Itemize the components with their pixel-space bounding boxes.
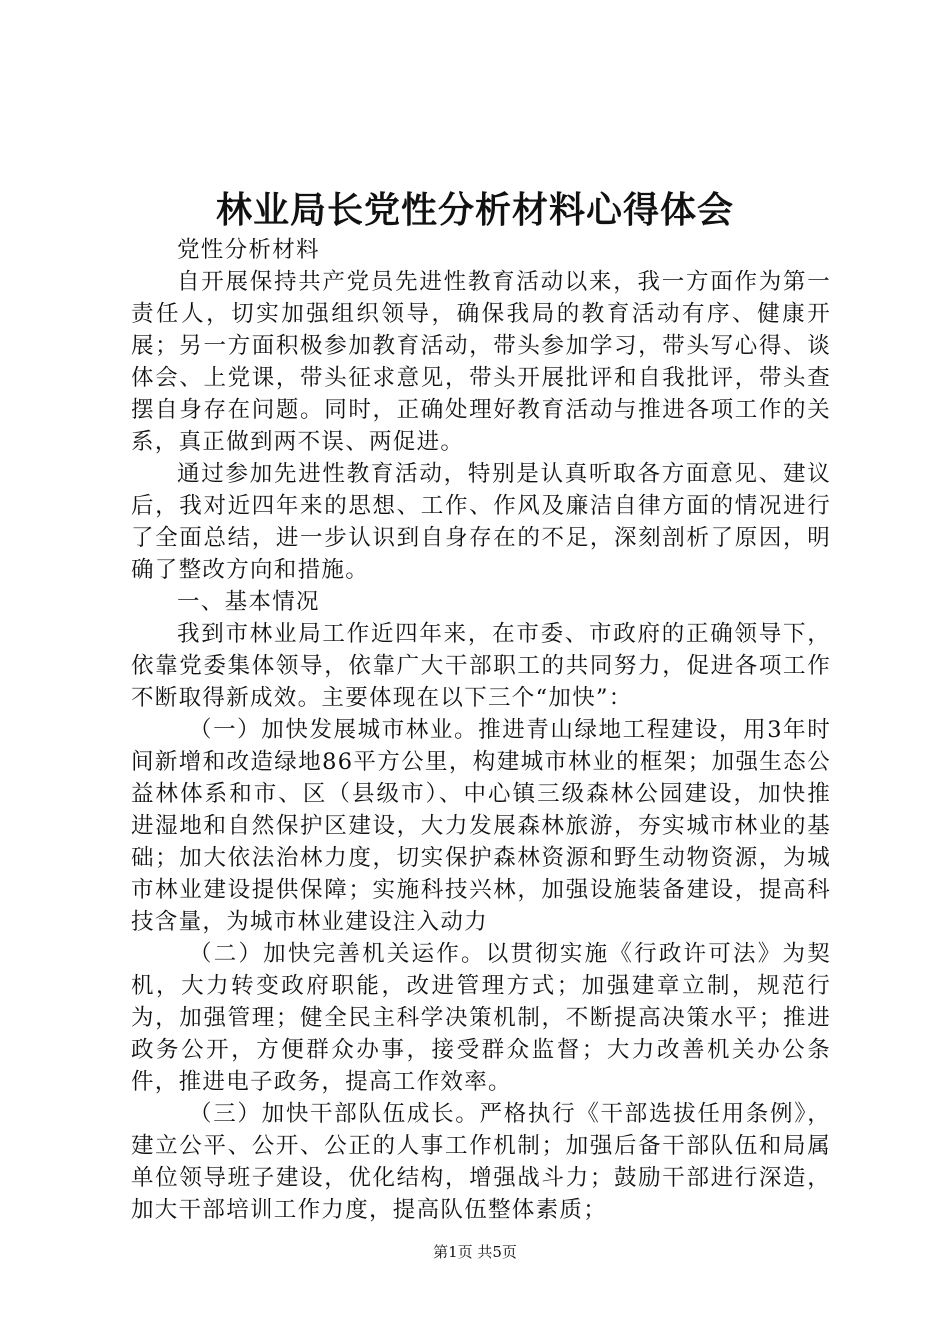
section-heading: 一、基本情况 (177, 589, 320, 615)
document-title: 林业局长党性分析材料心得体会 (215, 189, 734, 231)
paragraph: （一）加快发展城市林业。推进青山绿地工程建设，用3年时间新增和改造绿地86平方公里，构建城市林业的框架；加强生态公益林体系和市、区（县级市）、中心镇三级森林公园建设，加快推进湿地和自然保护区建设，大力发展森林旅游，夯实城市林业的基础；加大依法治林力度，切实保护森林资源和野生动物资源，为城市林业建设提供保障；实施科技兴林，加强设施装备建设，提高科技含量，为城市林业建设注入动力 (131, 717, 831, 935)
paragraph: 通过参加先进性教育活动，特别是认真听取各方面意见、建议后，我对近四年来的思想、工作、作风及廉洁自律方面的情况进行了全面总结，进一步认识到自身存在的不足，深刻剖析了原因，明确了整改方向和措施。 (131, 461, 831, 583)
page-footer: 第1页 共5页 (433, 1243, 517, 1261)
paragraph: 自开展保持共产党员先进性教育活动以来，我一方面作为第一责任人，切实加强组织领导，确保我局的教育活动有序、健康开展；另一方面积极参加教育活动，带头参加学习，带头写心得、谈体会、上党课，带头征求意见，带头开展批评和自我批评，带头查摆自身存在问题。同时，正确处理好教育活动与推进各项工作的关系，真正做到两不误、两促进。 (131, 269, 831, 455)
document-body (131, 234, 831, 1226)
paragraph: 我到市林业局工作近四年来，在市委、市政府的正确领导下，依靠党委集体领导，依靠广大干部职工的共同努力，促进各项工作不断取得新成效。主要体现在以下三个“加快”： (131, 621, 831, 711)
paragraph: （二）加快完善机关运作。以贯彻实施《行政许可法》为契机，大力转变政府职能，改进管理方式；加强建章立制，规范行为，加强管理；健全民主科学决策机制，不断提高决策水平；推进政务公开，方便群众办事，接受群众监督；大力改善机关办公条件，推进电子政务，提高工作效率。 (131, 941, 831, 1095)
paragraph: （三）加快干部队伍成长。严格执行《干部选拔任用条例》，建立公平、公开、公正的人事工作机制；加强后备干部队伍和局属单位领导班子建设，优化结构，增强战斗力；鼓励干部进行深造，加大干部培训工作力度，提高队伍整体素质； (131, 1101, 831, 1223)
paragraph-subtitle: 党性分析材料 (177, 237, 320, 263)
